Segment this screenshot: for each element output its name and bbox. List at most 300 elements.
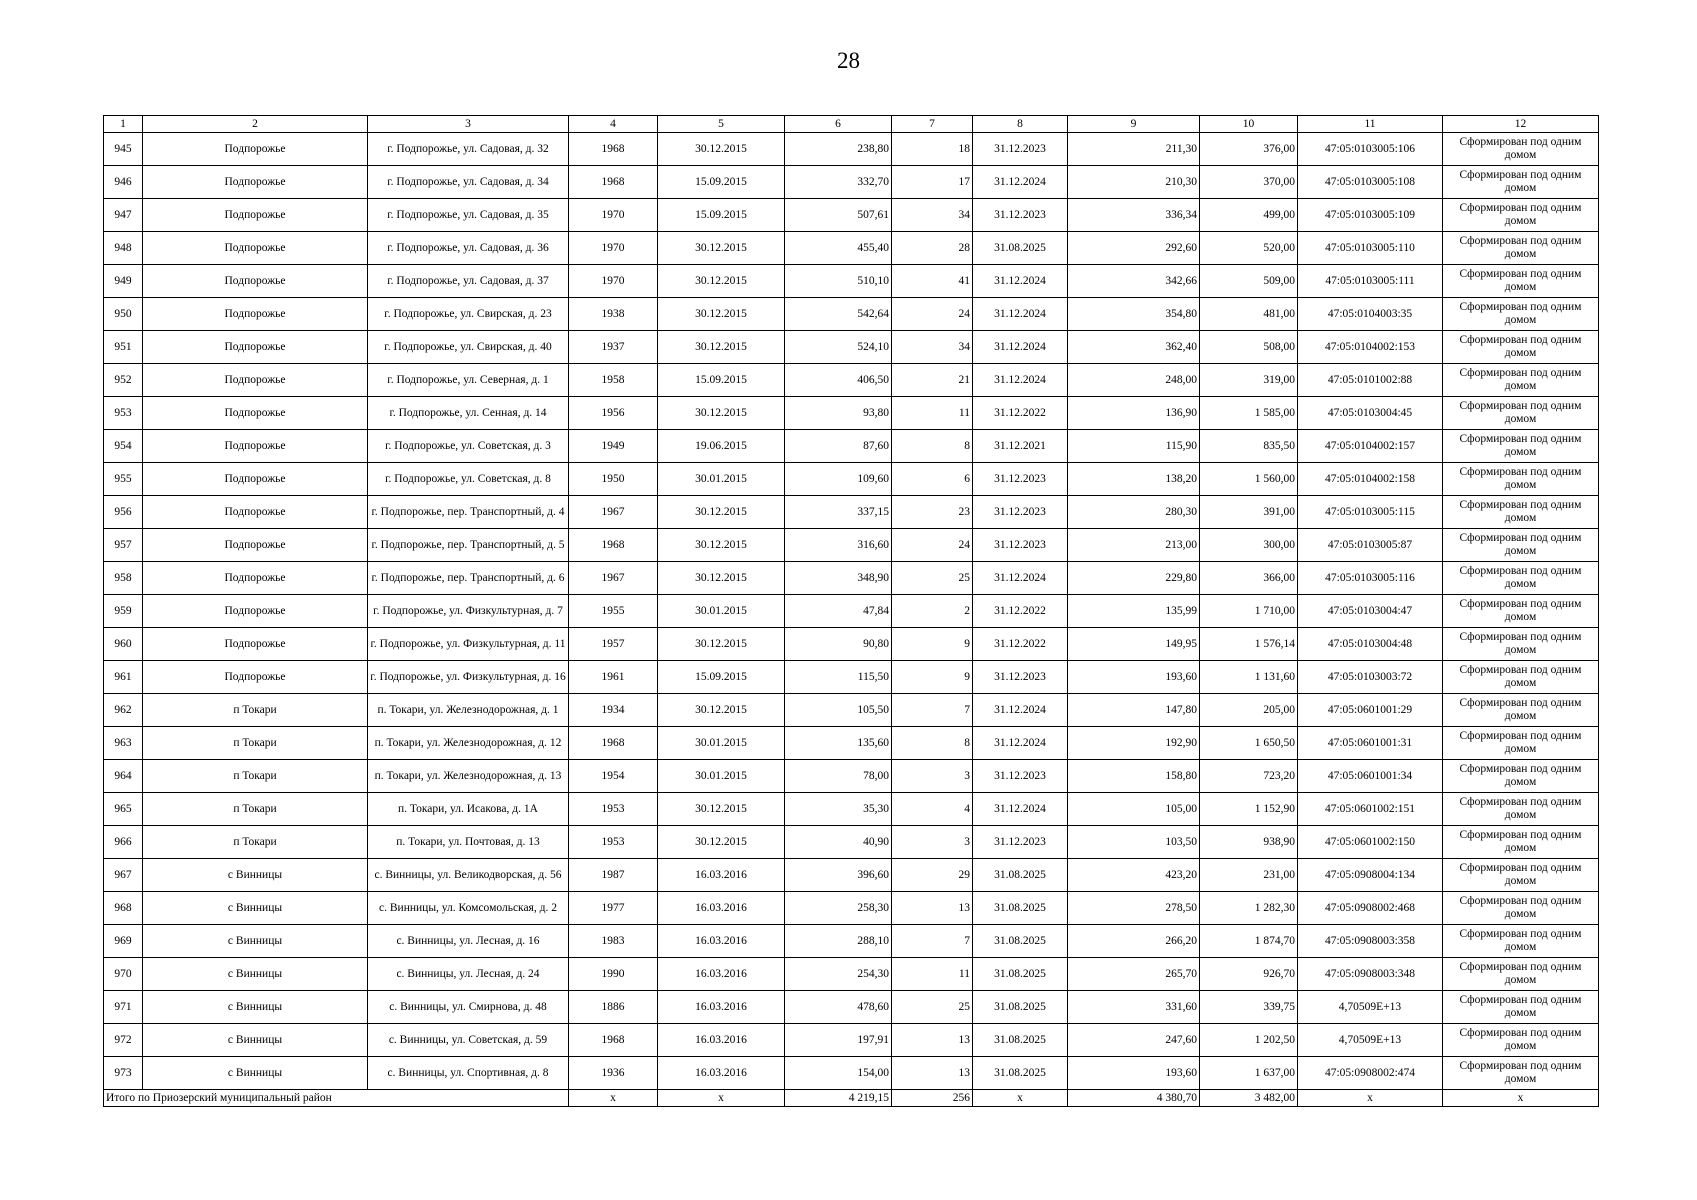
total-cell: 3 482,00 <box>1200 1090 1298 1107</box>
cell-area: 109,60 <box>785 463 892 496</box>
cell-address: г. Подпорожье, ул. Садовая, д. 32 <box>368 133 569 166</box>
cell-area-value: 423,20 <box>1068 859 1200 892</box>
cell-area-value: 211,30 <box>1068 133 1200 166</box>
cell-build-year: 1886 <box>569 991 658 1024</box>
cell-amount: 1 202,50 <box>1200 1024 1298 1057</box>
cell-build-year: 1953 <box>569 826 658 859</box>
cell-build-year: 1955 <box>569 595 658 628</box>
cell-deadline: 31.08.2025 <box>973 991 1068 1024</box>
cell-count: 29 <box>892 859 973 892</box>
cell-count: 7 <box>892 694 973 727</box>
cell-deadline: 31.12.2023 <box>973 826 1068 859</box>
cell-date: 30.01.2015 <box>658 595 785 628</box>
cell-note: Сформирован под одним домом <box>1443 958 1599 991</box>
cell-area: 316,60 <box>785 529 892 562</box>
table-row <box>104 859 1599 892</box>
cell-count: 24 <box>892 529 973 562</box>
cell-settlement: Подпорожье <box>143 265 368 298</box>
cell-area: 93,80 <box>785 397 892 430</box>
table-row <box>104 661 1599 694</box>
cell-settlement: Подпорожье <box>143 298 368 331</box>
cell-note: Сформирован под одним домом <box>1443 397 1599 430</box>
cell-area: 154,00 <box>785 1057 892 1090</box>
cell-date: 30.12.2015 <box>658 826 785 859</box>
table-row <box>104 628 1599 661</box>
cell-note: Сформирован под одним домом <box>1443 859 1599 892</box>
cell-area: 406,50 <box>785 364 892 397</box>
cell-address: г. Подпорожье, ул. Физкультурная, д. 11 <box>368 628 569 661</box>
cell-area-value: 192,90 <box>1068 727 1200 760</box>
cell-settlement: Подпорожье <box>143 661 368 694</box>
cell-address: г. Подпорожье, ул. Северная, д. 1 <box>368 364 569 397</box>
cell-cadastral-number: 47:05:0601001:34 <box>1298 760 1443 793</box>
cell-build-year: 1977 <box>569 892 658 925</box>
table-row <box>104 925 1599 958</box>
cell-count: 25 <box>892 562 973 595</box>
cell-amount: 1 560,00 <box>1200 463 1298 496</box>
cell-build-year: 1956 <box>569 397 658 430</box>
cell-count: 11 <box>892 397 973 430</box>
cell-build-year: 1934 <box>569 694 658 727</box>
table-row <box>104 496 1599 529</box>
cell-row-number: 946 <box>104 166 143 199</box>
cell-settlement: п Токари <box>143 760 368 793</box>
cell-amount: 508,00 <box>1200 331 1298 364</box>
cell-deadline: 31.08.2025 <box>973 859 1068 892</box>
cell-area: 238,80 <box>785 133 892 166</box>
cell-area-value: 105,00 <box>1068 793 1200 826</box>
cell-area-value: 229,80 <box>1068 562 1200 595</box>
table-body <box>104 116 1599 1107</box>
cell-deadline: 31.12.2024 <box>973 793 1068 826</box>
cell-row-number: 953 <box>104 397 143 430</box>
cell-cadastral-number: 47:05:0103005:116 <box>1298 562 1443 595</box>
cell-date: 16.03.2016 <box>658 892 785 925</box>
cell-settlement: с Винницы <box>143 991 368 1024</box>
table-row <box>104 892 1599 925</box>
cell-address: п. Токари, ул. Почтовая, д. 13 <box>368 826 569 859</box>
cell-address: г. Подпорожье, ул. Свирская, д. 40 <box>368 331 569 364</box>
cell-deadline: 31.08.2025 <box>973 925 1068 958</box>
cell-date: 30.12.2015 <box>658 397 785 430</box>
cell-deadline: 31.12.2023 <box>973 463 1068 496</box>
cell-deadline: 31.12.2024 <box>973 166 1068 199</box>
cell-note: Сформирован под одним домом <box>1443 925 1599 958</box>
cell-cadastral-number: 4,70509E+13 <box>1298 991 1443 1024</box>
cell-count: 9 <box>892 661 973 694</box>
cell-cadastral-number: 47:05:0103005:111 <box>1298 265 1443 298</box>
cell-build-year: 1968 <box>569 1024 658 1057</box>
cell-cadastral-number: 47:05:0908003:358 <box>1298 925 1443 958</box>
cell-cadastral-number: 47:05:0908004:134 <box>1298 859 1443 892</box>
column-header: 1 <box>104 116 143 133</box>
cell-note: Сформирован под одним домом <box>1443 430 1599 463</box>
cell-build-year: 1968 <box>569 727 658 760</box>
cell-build-year: 1990 <box>569 958 658 991</box>
total-cell: 256 <box>892 1090 973 1107</box>
cell-amount: 376,00 <box>1200 133 1298 166</box>
cell-row-number: 945 <box>104 133 143 166</box>
cell-address: с. Винницы, ул. Великодворская, д. 56 <box>368 859 569 892</box>
cell-deadline: 31.12.2023 <box>973 199 1068 232</box>
cell-amount: 481,00 <box>1200 298 1298 331</box>
cell-deadline: 31.08.2025 <box>973 892 1068 925</box>
cell-row-number: 956 <box>104 496 143 529</box>
cell-row-number: 970 <box>104 958 143 991</box>
cell-area: 87,60 <box>785 430 892 463</box>
cell-area: 396,60 <box>785 859 892 892</box>
cell-build-year: 1970 <box>569 265 658 298</box>
cell-date: 16.03.2016 <box>658 1024 785 1057</box>
cell-count: 28 <box>892 232 973 265</box>
cell-cadastral-number: 47:05:0103005:115 <box>1298 496 1443 529</box>
table-row <box>104 265 1599 298</box>
cell-date: 16.03.2016 <box>658 1057 785 1090</box>
cell-count: 7 <box>892 925 973 958</box>
table-row <box>104 694 1599 727</box>
column-header: 2 <box>143 116 368 133</box>
cell-area: 507,61 <box>785 199 892 232</box>
cell-amount: 370,00 <box>1200 166 1298 199</box>
table-row <box>104 463 1599 496</box>
cell-count: 3 <box>892 760 973 793</box>
cell-deadline: 31.12.2022 <box>973 628 1068 661</box>
cell-date: 15.09.2015 <box>658 661 785 694</box>
cell-area: 105,50 <box>785 694 892 727</box>
cell-build-year: 1968 <box>569 529 658 562</box>
column-header: 8 <box>973 116 1068 133</box>
cell-settlement: Подпорожье <box>143 496 368 529</box>
cell-date: 16.03.2016 <box>658 958 785 991</box>
column-header: 4 <box>569 116 658 133</box>
total-label: Итого по Приозерский муниципальный район <box>104 1090 569 1107</box>
cell-row-number: 968 <box>104 892 143 925</box>
cell-area: 90,80 <box>785 628 892 661</box>
cell-row-number: 961 <box>104 661 143 694</box>
cell-settlement: с Винницы <box>143 925 368 958</box>
cell-amount: 835,50 <box>1200 430 1298 463</box>
cell-address: г. Подпорожье, ул. Советская, д. 8 <box>368 463 569 496</box>
cell-address: с. Винницы, ул. Спортивная, д. 8 <box>368 1057 569 1090</box>
cell-settlement: Подпорожье <box>143 331 368 364</box>
cell-settlement: с Винницы <box>143 958 368 991</box>
cell-date: 30.12.2015 <box>658 562 785 595</box>
cell-amount: 366,00 <box>1200 562 1298 595</box>
cell-cadastral-number: 47:05:0103004:47 <box>1298 595 1443 628</box>
cell-deadline: 31.12.2023 <box>973 529 1068 562</box>
cell-row-number: 972 <box>104 1024 143 1057</box>
cell-area-value: 193,60 <box>1068 661 1200 694</box>
cell-area-value: 292,60 <box>1068 232 1200 265</box>
cell-address: г. Подпорожье, пер. Транспортный, д. 4 <box>368 496 569 529</box>
cell-area: 478,60 <box>785 991 892 1024</box>
total-cell: х <box>569 1090 658 1107</box>
cell-address: с. Винницы, ул. Смирнова, д. 48 <box>368 991 569 1024</box>
cell-settlement: Подпорожье <box>143 133 368 166</box>
cell-amount: 499,00 <box>1200 199 1298 232</box>
cell-date: 16.03.2016 <box>658 925 785 958</box>
cell-area-value: 266,20 <box>1068 925 1200 958</box>
table-row <box>104 991 1599 1024</box>
cell-row-number: 957 <box>104 529 143 562</box>
cell-settlement: Подпорожье <box>143 562 368 595</box>
cell-area-value: 354,80 <box>1068 298 1200 331</box>
cell-area-value: 278,50 <box>1068 892 1200 925</box>
cell-note: Сформирован под одним домом <box>1443 694 1599 727</box>
cell-amount: 1 152,90 <box>1200 793 1298 826</box>
cell-date: 30.12.2015 <box>658 628 785 661</box>
cell-amount: 1 637,00 <box>1200 1057 1298 1090</box>
table-row <box>104 232 1599 265</box>
table-row <box>104 1024 1599 1057</box>
column-header: 6 <box>785 116 892 133</box>
cell-count: 41 <box>892 265 973 298</box>
cell-deadline: 31.12.2023 <box>973 496 1068 529</box>
cell-area-value: 147,80 <box>1068 694 1200 727</box>
cell-amount: 319,00 <box>1200 364 1298 397</box>
cell-address: г. Подпорожье, ул. Садовая, д. 34 <box>368 166 569 199</box>
cell-count: 13 <box>892 1024 973 1057</box>
cell-amount: 938,90 <box>1200 826 1298 859</box>
cell-build-year: 1950 <box>569 463 658 496</box>
cell-address: г. Подпорожье, ул. Садовая, д. 35 <box>368 199 569 232</box>
cell-build-year: 1967 <box>569 496 658 529</box>
cell-row-number: 969 <box>104 925 143 958</box>
cell-note: Сформирован под одним домом <box>1443 133 1599 166</box>
cell-area-value: 280,30 <box>1068 496 1200 529</box>
column-header: 5 <box>658 116 785 133</box>
column-number-row <box>104 116 1599 133</box>
page-number: 28 <box>837 48 860 73</box>
cell-area-value: 115,90 <box>1068 430 1200 463</box>
cell-deadline: 31.12.2024 <box>973 562 1068 595</box>
cell-count: 24 <box>892 298 973 331</box>
column-header: 9 <box>1068 116 1200 133</box>
cell-count: 21 <box>892 364 973 397</box>
cell-cadastral-number: 47:05:0103004:48 <box>1298 628 1443 661</box>
cell-area-value: 248,00 <box>1068 364 1200 397</box>
cell-area: 47,84 <box>785 595 892 628</box>
cell-deadline: 31.08.2025 <box>973 1057 1068 1090</box>
cell-amount: 509,00 <box>1200 265 1298 298</box>
total-cell: х <box>658 1090 785 1107</box>
cell-settlement: Подпорожье <box>143 397 368 430</box>
cell-settlement: п Токари <box>143 694 368 727</box>
cell-area-value: 103,50 <box>1068 826 1200 859</box>
cell-deadline: 31.12.2024 <box>973 694 1068 727</box>
cell-note: Сформирован под одним домом <box>1443 265 1599 298</box>
cell-cadastral-number: 47:05:0103005:106 <box>1298 133 1443 166</box>
cell-count: 13 <box>892 892 973 925</box>
cell-settlement: Подпорожье <box>143 166 368 199</box>
cell-build-year: 1970 <box>569 199 658 232</box>
cell-amount: 300,00 <box>1200 529 1298 562</box>
cell-deadline: 31.12.2024 <box>973 364 1068 397</box>
cell-settlement: Подпорожье <box>143 529 368 562</box>
cell-note: Сформирован под одним домом <box>1443 298 1599 331</box>
cell-area: 524,10 <box>785 331 892 364</box>
cell-date: 30.01.2015 <box>658 727 785 760</box>
cell-cadastral-number: 47:05:0103005:109 <box>1298 199 1443 232</box>
cell-address: г. Подпорожье, ул. Садовая, д. 37 <box>368 265 569 298</box>
table-row <box>104 166 1599 199</box>
cell-count: 3 <box>892 826 973 859</box>
column-header: 11 <box>1298 116 1443 133</box>
cell-area-value: 247,60 <box>1068 1024 1200 1057</box>
cell-note: Сформирован под одним домом <box>1443 760 1599 793</box>
table-row <box>104 397 1599 430</box>
cell-note: Сформирован под одним домом <box>1443 496 1599 529</box>
cell-date: 30.12.2015 <box>658 496 785 529</box>
cell-count: 17 <box>892 166 973 199</box>
cell-amount: 723,20 <box>1200 760 1298 793</box>
cell-date: 16.03.2016 <box>658 859 785 892</box>
cell-amount: 1 585,00 <box>1200 397 1298 430</box>
cell-row-number: 971 <box>104 991 143 1024</box>
table-row <box>104 133 1599 166</box>
cell-address: п. Токари, ул. Исакова, д. 1А <box>368 793 569 826</box>
cell-count: 4 <box>892 793 973 826</box>
column-header: 10 <box>1200 116 1298 133</box>
cell-build-year: 1983 <box>569 925 658 958</box>
cell-address: г. Подпорожье, ул. Садовая, д. 36 <box>368 232 569 265</box>
cell-address: с. Винницы, ул. Комсомольская, д. 2 <box>368 892 569 925</box>
cell-row-number: 947 <box>104 199 143 232</box>
cell-settlement: п Токари <box>143 793 368 826</box>
cell-area: 115,50 <box>785 661 892 694</box>
cell-date: 30.01.2015 <box>658 463 785 496</box>
cell-note: Сформирован под одним домом <box>1443 166 1599 199</box>
column-header: 7 <box>892 116 973 133</box>
table-row <box>104 958 1599 991</box>
cell-note: Сформирован под одним домом <box>1443 199 1599 232</box>
cell-row-number: 963 <box>104 727 143 760</box>
cell-count: 34 <box>892 331 973 364</box>
cell-date: 19.06.2015 <box>658 430 785 463</box>
cell-build-year: 1961 <box>569 661 658 694</box>
cell-build-year: 1936 <box>569 1057 658 1090</box>
cell-date: 15.09.2015 <box>658 364 785 397</box>
cell-row-number: 952 <box>104 364 143 397</box>
cell-address: г. Подпорожье, пер. Транспортный, д. 5 <box>368 529 569 562</box>
cell-date: 30.12.2015 <box>658 232 785 265</box>
cell-date: 15.09.2015 <box>658 166 785 199</box>
cell-amount: 231,00 <box>1200 859 1298 892</box>
cell-build-year: 1970 <box>569 232 658 265</box>
cell-deadline: 31.12.2023 <box>973 661 1068 694</box>
cell-cadastral-number: 47:05:0103005:110 <box>1298 232 1443 265</box>
cell-deadline: 31.12.2024 <box>973 298 1068 331</box>
cell-count: 2 <box>892 595 973 628</box>
cell-date: 30.12.2015 <box>658 793 785 826</box>
cell-amount: 1 576,14 <box>1200 628 1298 661</box>
cell-note: Сформирован под одним домом <box>1443 1024 1599 1057</box>
cell-row-number: 950 <box>104 298 143 331</box>
cell-address: г. Подпорожье, ул. Сенная, д. 14 <box>368 397 569 430</box>
table-row <box>104 331 1599 364</box>
cell-area-value: 138,20 <box>1068 463 1200 496</box>
cell-settlement: Подпорожье <box>143 463 368 496</box>
cell-date: 30.12.2015 <box>658 694 785 727</box>
cell-amount: 520,00 <box>1200 232 1298 265</box>
cell-cadastral-number: 47:05:0104002:157 <box>1298 430 1443 463</box>
cell-deadline: 31.12.2022 <box>973 397 1068 430</box>
cell-area-value: 149,95 <box>1068 628 1200 661</box>
cell-amount: 391,00 <box>1200 496 1298 529</box>
cell-area: 337,15 <box>785 496 892 529</box>
cell-address: с. Винницы, ул. Лесная, д. 24 <box>368 958 569 991</box>
cell-row-number: 967 <box>104 859 143 892</box>
cell-note: Сформирован под одним домом <box>1443 232 1599 265</box>
cell-date: 30.12.2015 <box>658 298 785 331</box>
cell-area-value: 336,34 <box>1068 199 1200 232</box>
cell-count: 18 <box>892 133 973 166</box>
total-cell: 4 380,70 <box>1068 1090 1200 1107</box>
cell-date: 30.12.2015 <box>658 331 785 364</box>
cell-settlement: с Винницы <box>143 1024 368 1057</box>
total-cell: х <box>973 1090 1068 1107</box>
cell-cadastral-number: 47:05:0103005:108 <box>1298 166 1443 199</box>
cell-build-year: 1957 <box>569 628 658 661</box>
cell-area-value: 210,30 <box>1068 166 1200 199</box>
table-row <box>104 595 1599 628</box>
cell-area-value: 265,70 <box>1068 958 1200 991</box>
cell-deadline: 31.08.2025 <box>973 958 1068 991</box>
cell-cadastral-number: 47:05:0104002:153 <box>1298 331 1443 364</box>
cell-amount: 1 131,60 <box>1200 661 1298 694</box>
table-row <box>104 364 1599 397</box>
cell-build-year: 1968 <box>569 166 658 199</box>
cell-settlement: п Токари <box>143 727 368 760</box>
column-header: 3 <box>368 116 569 133</box>
cell-deadline: 31.12.2024 <box>973 265 1068 298</box>
cell-note: Сформирован под одним домом <box>1443 628 1599 661</box>
cell-address: г. Подпорожье, ул. Физкультурная, д. 16 <box>368 661 569 694</box>
cell-area-value: 158,80 <box>1068 760 1200 793</box>
cell-settlement: с Винницы <box>143 1057 368 1090</box>
cell-amount: 339,75 <box>1200 991 1298 1024</box>
cell-cadastral-number: 47:05:0908002:474 <box>1298 1057 1443 1090</box>
cell-area: 254,30 <box>785 958 892 991</box>
cell-note: Сформирован под одним домом <box>1443 529 1599 562</box>
total-cell: 4 219,15 <box>785 1090 892 1107</box>
cell-amount: 1 282,30 <box>1200 892 1298 925</box>
table-row <box>104 826 1599 859</box>
table-row <box>104 529 1599 562</box>
cell-address: п. Токари, ул. Железнодорожная, д. 13 <box>368 760 569 793</box>
cell-cadastral-number: 47:05:0103003:72 <box>1298 661 1443 694</box>
cell-area-value: 213,00 <box>1068 529 1200 562</box>
cell-area-value: 362,40 <box>1068 331 1200 364</box>
total-cell: х <box>1443 1090 1599 1107</box>
cell-count: 25 <box>892 991 973 1024</box>
cell-area: 510,10 <box>785 265 892 298</box>
cell-area: 542,64 <box>785 298 892 331</box>
cell-row-number: 960 <box>104 628 143 661</box>
cell-count: 23 <box>892 496 973 529</box>
cell-cadastral-number: 47:05:0101002:88 <box>1298 364 1443 397</box>
cell-area: 197,91 <box>785 1024 892 1057</box>
cell-settlement: Подпорожье <box>143 628 368 661</box>
total-row <box>104 1090 1599 1107</box>
cell-area: 348,90 <box>785 562 892 595</box>
cell-date: 16.03.2016 <box>658 991 785 1024</box>
cell-address: с. Винницы, ул. Советская, д. 59 <box>368 1024 569 1057</box>
cell-settlement: Подпорожье <box>143 364 368 397</box>
cell-row-number: 954 <box>104 430 143 463</box>
cell-cadastral-number: 47:05:0601002:150 <box>1298 826 1443 859</box>
cell-build-year: 1987 <box>569 859 658 892</box>
